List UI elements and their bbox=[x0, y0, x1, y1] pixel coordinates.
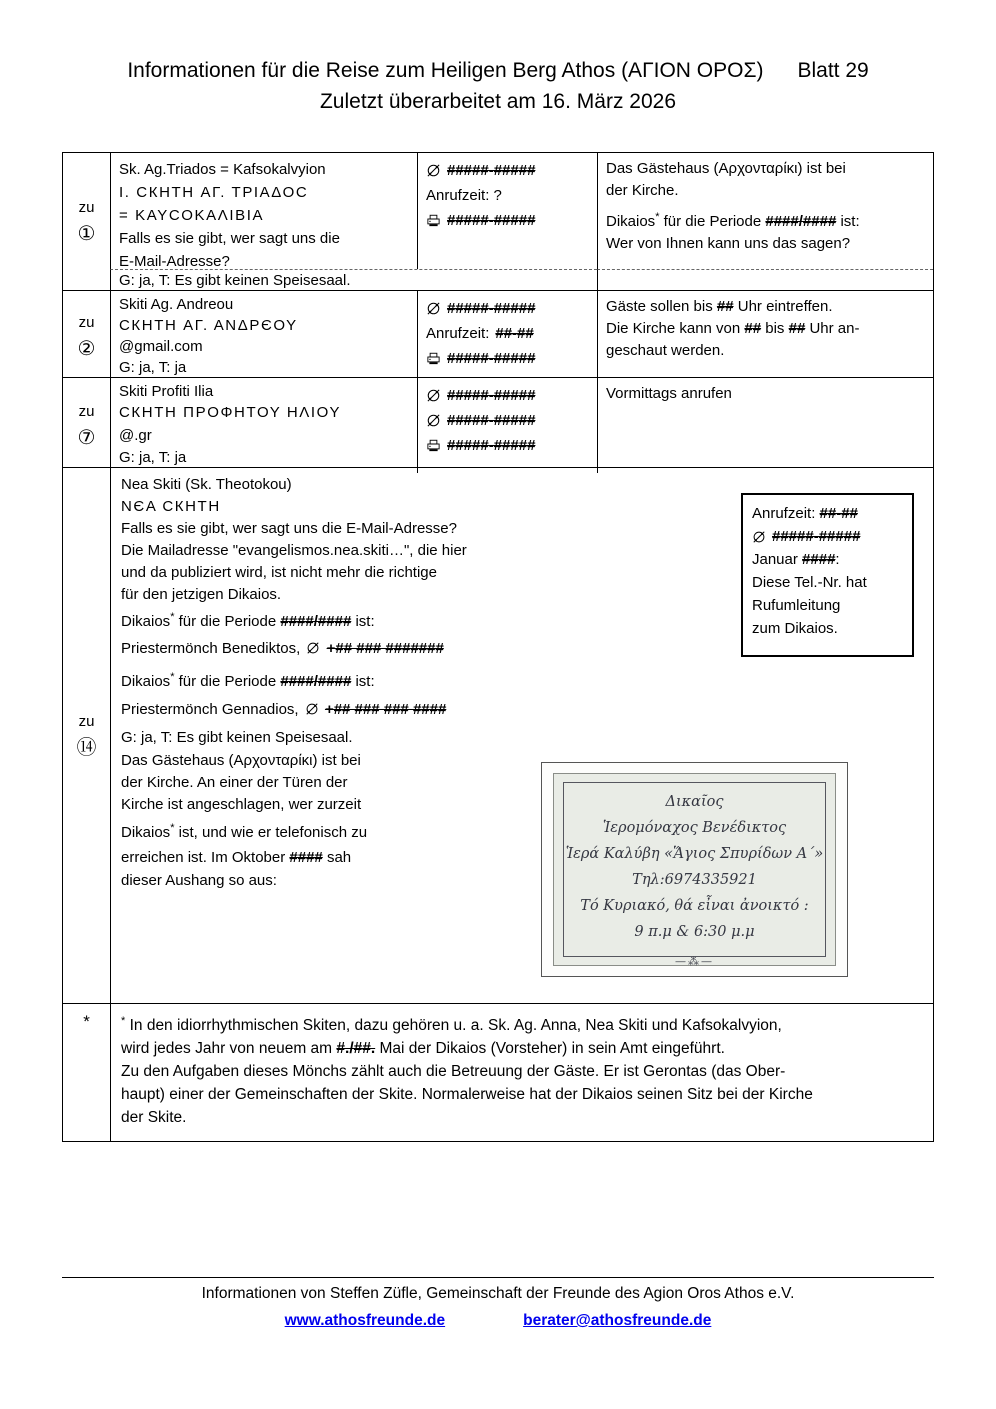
fax-icon bbox=[426, 213, 441, 228]
text-line: Dikaios* für die Periode ####/#### ist: bbox=[121, 671, 375, 690]
ref-label: zu bbox=[78, 402, 95, 420]
nea-skiti-cell bbox=[110, 468, 935, 1003]
page-title bbox=[0, 55, 996, 117]
row-ref-cell bbox=[63, 378, 110, 473]
footnote-row bbox=[63, 1003, 933, 1141]
circled-number: ⑭ bbox=[76, 736, 97, 759]
call-time: Anrufzeit: ##-## bbox=[752, 505, 858, 522]
skiti-name: Skiti Profiti Ilia bbox=[119, 383, 214, 400]
skiti-name-cell bbox=[110, 291, 417, 383]
row-ref-cell bbox=[63, 291, 110, 383]
text-line: dieser Aushang so aus: bbox=[121, 872, 277, 889]
note-line: der Kirche. bbox=[606, 182, 679, 199]
aushang-photo-frame bbox=[541, 762, 848, 977]
benediktos-line: Priestermönch Benediktos, +## ### ####### bbox=[121, 640, 444, 657]
gennadios-line: Priestermönch Gennadios, +## ### ### #### bbox=[121, 701, 447, 718]
phone-line bbox=[426, 158, 589, 183]
table-row bbox=[63, 467, 933, 1003]
phone-line bbox=[426, 408, 589, 433]
phone-icon bbox=[426, 413, 441, 428]
phone-icon bbox=[426, 301, 441, 316]
note-line: Wer von Ihnen kann uns das sagen? bbox=[606, 235, 851, 252]
text-line: Falls es sie gibt, wer sagt uns die E-Mail-Adresse? bbox=[121, 520, 457, 537]
phone-line bbox=[426, 383, 589, 408]
gt-line: G: ja, T: Es gibt keinen Speisesaal. bbox=[121, 729, 353, 746]
website-link[interactable]: www.athosfreunde.de bbox=[284, 1312, 446, 1329]
redacted-phone: #####-##### bbox=[447, 300, 536, 317]
fax-line bbox=[426, 433, 589, 458]
skiti-name: Nea Skiti (Sk. Theotokou) bbox=[121, 476, 292, 493]
footer-links bbox=[0, 1312, 996, 1330]
note-line: Dikaios* für die Periode ####/#### ist: bbox=[606, 211, 860, 230]
redacted-phone: #####-##### bbox=[772, 528, 861, 545]
notes-cell bbox=[597, 291, 933, 383]
redacted-phone: +## ### ####### bbox=[326, 640, 444, 657]
fax-line bbox=[426, 346, 589, 371]
call-time-box bbox=[741, 493, 914, 657]
sign-flourish: —⁂— bbox=[675, 955, 714, 968]
circled-number: ⑦ bbox=[77, 426, 96, 449]
fax-icon bbox=[426, 351, 441, 366]
text-line: Dikaios* ist, und wie er telefonisch zu bbox=[121, 822, 368, 841]
footnote-line: Zu den Aufgaben dieses Mönchs zählt auch die Betreuung der Gäste. Er ist Gerontas (das Ober- bbox=[121, 1063, 786, 1081]
ref-label: zu bbox=[78, 198, 95, 216]
ref-label: zu bbox=[78, 314, 95, 331]
circled-number: ② bbox=[77, 338, 96, 360]
skiti-name-greek: ΝЄΑ СКНТН bbox=[121, 498, 221, 515]
sign-line: Ἱερομόναχος Βενέδικτος bbox=[602, 820, 787, 836]
footnote-marker-cell: * bbox=[83, 1012, 90, 1031]
sign-line: Ἱερά Καλύβη «Ἅγιος Σπυρίδων Α´» bbox=[565, 846, 824, 862]
skiti-name-cell bbox=[110, 153, 417, 269]
text-line: Kirche ist angeschlagen, wer zurzeit bbox=[121, 796, 362, 813]
table-row bbox=[63, 377, 933, 467]
skiti-email: @.gr bbox=[119, 427, 152, 444]
phone-icon bbox=[752, 530, 766, 544]
info-table bbox=[62, 152, 934, 1142]
redacted-phone: #####-##### bbox=[447, 387, 536, 404]
call-time: Anrufzeit: ##-## bbox=[426, 325, 534, 342]
phone-line bbox=[426, 296, 589, 321]
text-line: erreichen ist. Im Oktober #### sah bbox=[121, 849, 352, 866]
row-ref-cell bbox=[63, 468, 110, 1003]
ref-label: zu bbox=[78, 712, 95, 730]
fax-line bbox=[426, 208, 589, 233]
text-line: Die Mailadresse "evangelismos.nea.skiti…", die hier bbox=[121, 542, 467, 559]
text-line: Rufumleitung bbox=[752, 597, 841, 614]
skiti-email: @gmail.com bbox=[119, 338, 203, 355]
skiti-name-greek: Ι. СКНТН ΑΓ. ΤΡΙΑΔΟС bbox=[119, 184, 309, 201]
footnote-line: haupt) einer der Gemeinschaften der Skite. Normalerweise hat der Dikaios seinen Sitz bei der Kirche bbox=[121, 1086, 813, 1104]
redacted-fax: #####-##### bbox=[447, 350, 536, 367]
email-link[interactable]: berater@athosfreunde.de bbox=[523, 1312, 712, 1329]
note-line: Gäste sollen bis ## Uhr eintreffen. bbox=[606, 298, 833, 315]
sign-line: Τό Κυριακό, θά εἶναι ἀνοικτό : bbox=[580, 898, 809, 914]
sign-line: Τηλ:6974335921 bbox=[632, 872, 757, 888]
call-time: Anrufzeit: ? bbox=[426, 187, 502, 204]
phone-icon bbox=[305, 702, 319, 716]
redacted-phone: +## ### ### #### bbox=[324, 701, 447, 718]
contact-cell bbox=[417, 378, 597, 473]
skiti-name-cell bbox=[110, 378, 417, 473]
row-ref-cell bbox=[63, 153, 110, 290]
sign-line: Δικαῖος bbox=[665, 794, 724, 810]
footer-credit: Informationen von Steffen Züfle, Gemeinschaft der Freunde des Agion Oros Athos e.V. bbox=[201, 1285, 795, 1302]
skiti-note: Falls es sie gibt, wer sagt uns die bbox=[119, 230, 340, 247]
footnote-line: * In den idiorrhythmischen Skiten, dazu gehören u. a. Sk. Ag. Anna, Nea Skiti und Kafsokalvyion, bbox=[121, 1015, 782, 1035]
footnote-text bbox=[110, 1004, 935, 1141]
skiti-gt: G: ja, T: ja bbox=[119, 359, 187, 376]
redacted-fax: #####-##### bbox=[447, 437, 536, 454]
skiti-name: Skiti Ag. Andreou bbox=[119, 296, 234, 313]
circled-number: ① bbox=[77, 222, 96, 245]
title-line2: Zuletzt überarbeitet am 16. März 2026 bbox=[319, 90, 676, 113]
aushang-photo bbox=[553, 773, 836, 966]
skiti-name-greek: = ΚΑΥСΟΚΑΛΙΒΙΑ bbox=[119, 207, 265, 224]
gaestehaus-paragraph bbox=[121, 750, 541, 892]
footnote-line: wird jedes Jahr von neuem am #./##. Mai der Dikaios (Vorsteher) in sein Amt eingeführt. bbox=[121, 1040, 725, 1058]
skiti-name: Sk. Ag.Triados = Kafsokalvyion bbox=[119, 161, 326, 178]
text-line: Januar ####: bbox=[752, 551, 840, 568]
fax-icon bbox=[426, 438, 441, 453]
phone-line bbox=[752, 525, 903, 548]
redacted-fax: #####-##### bbox=[447, 212, 536, 229]
title-line1 bbox=[0, 55, 996, 86]
text-line: und da publiziert wird, ist nicht mehr die richtige bbox=[121, 564, 437, 581]
phone-icon bbox=[426, 388, 441, 403]
footer-rule bbox=[62, 1277, 934, 1278]
gt-subrow-spacer bbox=[597, 269, 933, 290]
title-text: Informationen für die Reise zum Heiligen Berg Athos (ΑΓΙΟΝ ΟΡΟΣ) bbox=[127, 59, 764, 82]
note-line: geschaut werden. bbox=[606, 342, 725, 359]
notes-cell bbox=[597, 378, 933, 473]
redacted-phone: #####-##### bbox=[447, 162, 536, 179]
notes-cell bbox=[597, 153, 933, 269]
gt-subrow: G: ja, T: Es gibt keinen Speisesaal. bbox=[110, 269, 597, 290]
dikaios-sign bbox=[563, 782, 826, 968]
note-line: Vormittags anrufen bbox=[606, 385, 732, 402]
redacted-phone: #####-##### bbox=[447, 412, 536, 429]
table-row bbox=[63, 153, 933, 290]
skiti-note: E-Mail-Adresse? bbox=[119, 253, 230, 270]
text-line: der Kirche. An einer der Türen der bbox=[121, 774, 348, 791]
skiti-name-greek: СКНТН ΠΡΟΦΗΤΟΥ ΗΛΙΟΥ bbox=[119, 404, 342, 421]
sign-line: 9 π.μ & 6:30 μ.μ bbox=[634, 924, 755, 940]
phone-icon bbox=[426, 163, 441, 178]
table-row bbox=[63, 290, 933, 377]
contact-cell bbox=[417, 291, 597, 383]
text-line: Das Gästehaus (Αρχονταρίκι) ist bei bbox=[121, 752, 361, 769]
skiti-gt: G: ja, T: ja bbox=[119, 449, 187, 466]
footnote-line: der Skite. bbox=[121, 1109, 187, 1127]
nea-skiti-text bbox=[121, 474, 681, 750]
sheet-number: Blatt 29 bbox=[797, 59, 869, 82]
text-line: für den jetzigen Dikaios. bbox=[121, 586, 282, 603]
skiti-name-greek: СКНТН ΑΓ. ΑΝΔΡЄΟΥ bbox=[119, 317, 298, 334]
phone-icon bbox=[306, 641, 320, 655]
note-line: Das Gästehaus (Αρχονταρίκι) ist bei bbox=[606, 160, 846, 177]
text-line: zum Dikaios. bbox=[752, 620, 838, 637]
note-line: Die Kirche kann von ## bis ## Uhr an- bbox=[606, 320, 860, 337]
contact-cell bbox=[417, 153, 597, 269]
text-line: Diese Tel.-Nr. hat bbox=[752, 574, 867, 591]
text-line: Dikaios* für die Periode ####/#### ist: bbox=[121, 611, 375, 630]
